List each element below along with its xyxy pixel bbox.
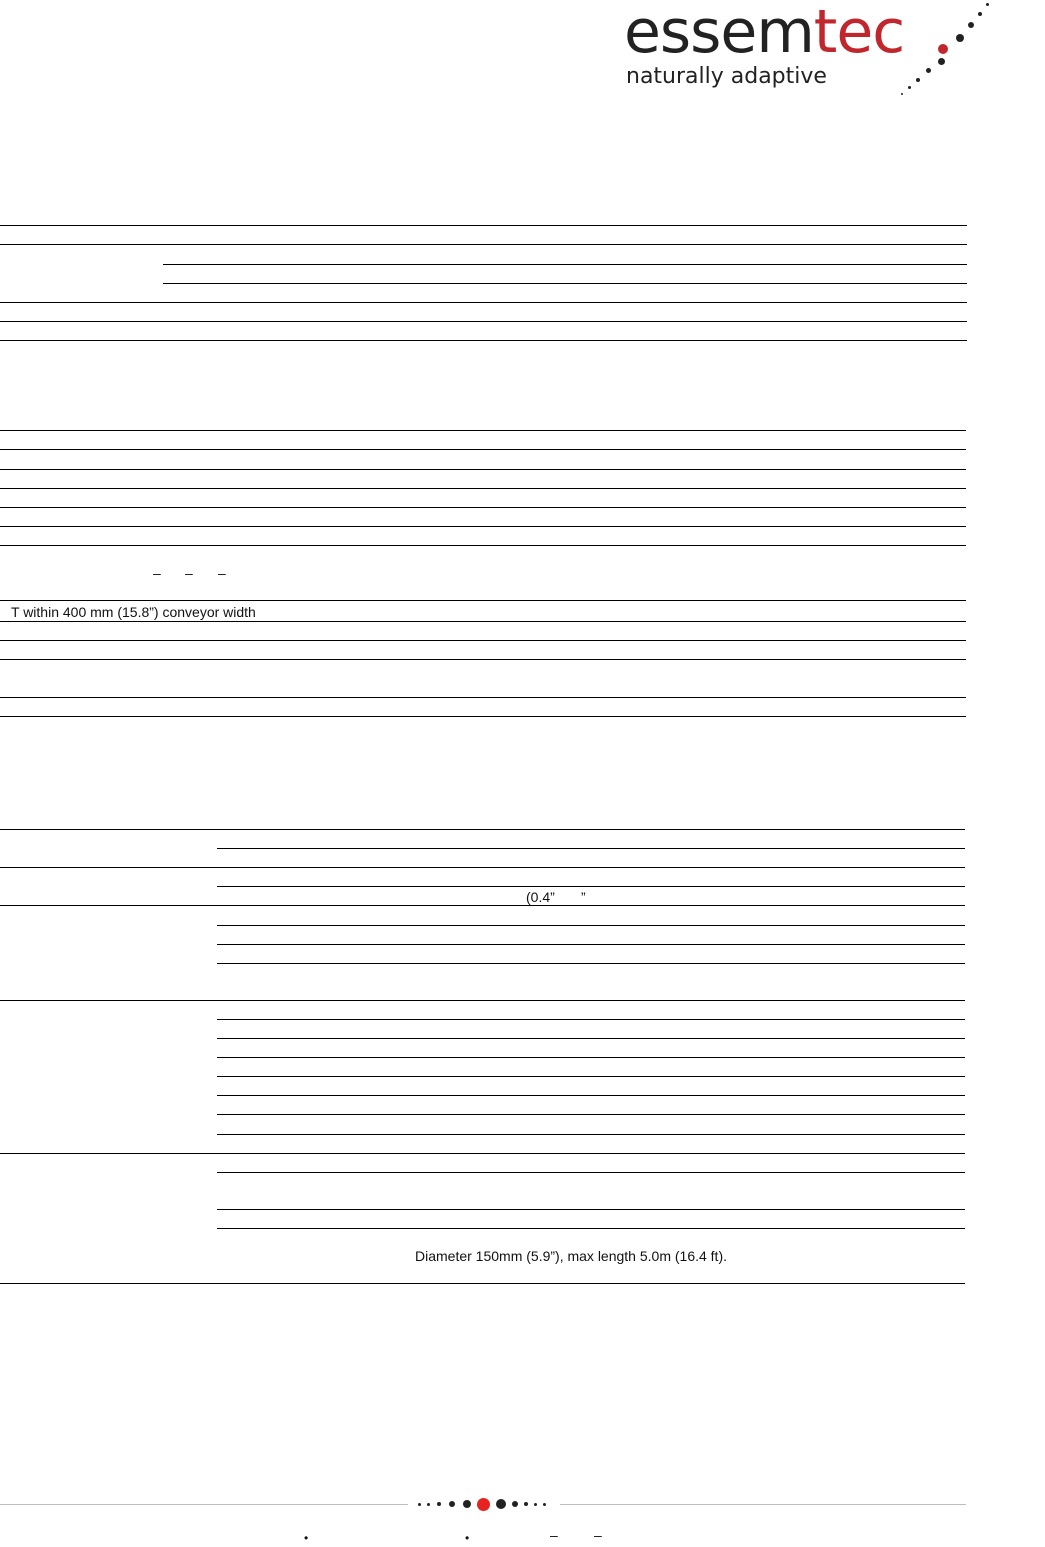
table-rule — [0, 1153, 965, 1154]
table-rule — [0, 507, 966, 508]
logo-dot — [956, 34, 964, 42]
table-rule — [0, 905, 965, 906]
table-rule — [0, 1283, 965, 1284]
footer-dot — [524, 1502, 528, 1506]
footer-rule-left — [0, 1504, 408, 1505]
footer-rule-right — [560, 1504, 966, 1505]
table-rule — [0, 526, 966, 527]
table-rule — [163, 264, 967, 265]
table-rule — [217, 944, 965, 945]
hose-spec-text: Diameter 150mm (5.9”), max length 5.0m (16.4 ft). — [415, 1248, 727, 1264]
table-rule — [0, 469, 966, 470]
footer-dot — [427, 1503, 430, 1506]
footer-dot — [512, 1501, 518, 1507]
table-rule — [0, 488, 966, 489]
logo-dot — [901, 93, 903, 95]
logo-dot — [908, 86, 911, 89]
footer-dot — [496, 1499, 506, 1509]
table-rule — [217, 1134, 965, 1135]
table-rule — [217, 1038, 965, 1039]
table-rule — [0, 621, 966, 622]
footer-dash: – — [550, 1527, 558, 1543]
table-rule — [0, 225, 967, 226]
table-rule — [217, 1209, 965, 1210]
footer-bullet: • — [304, 1531, 309, 1545]
table-rule — [163, 283, 967, 284]
table-rule — [217, 1095, 965, 1096]
conveyor-width-text: T within 400 mm (15.8”) conveyor width — [11, 604, 256, 620]
table-rule — [0, 829, 965, 830]
footer-dot-red — [477, 1498, 490, 1511]
table-rule — [0, 1000, 965, 1001]
footer-dot — [449, 1501, 455, 1507]
logo-dot — [916, 78, 920, 82]
dash-mark: – — [218, 565, 226, 581]
footer-dot — [543, 1503, 546, 1506]
dash-mark: – — [153, 565, 161, 581]
footer-bullet: • — [465, 1531, 470, 1545]
table-rule — [217, 1076, 965, 1077]
table-rule — [0, 340, 967, 341]
table-rule — [217, 1019, 965, 1020]
inch-mark-text: ” — [581, 889, 586, 905]
logo-dot — [926, 68, 931, 73]
table-rule — [217, 886, 965, 887]
table-rule — [0, 867, 965, 868]
logo-wordmark: essemtec — [624, 0, 905, 67]
table-rule — [0, 321, 967, 322]
table-rule — [217, 925, 965, 926]
table-rule — [0, 449, 966, 450]
table-rule — [0, 244, 967, 245]
logo-tagline: naturally adaptive — [626, 64, 827, 89]
footer-dash: – — [594, 1527, 602, 1543]
table-rule — [217, 963, 965, 964]
table-rule — [0, 302, 967, 303]
table-rule — [0, 697, 966, 698]
table-rule — [0, 659, 966, 660]
logo-dot — [938, 58, 945, 65]
logo-dot — [978, 12, 982, 16]
table-rule — [0, 430, 966, 431]
logo-dot — [986, 3, 989, 6]
table-rule — [0, 600, 966, 601]
logo-dot — [938, 44, 948, 54]
table-rule — [0, 716, 966, 717]
table-rule — [217, 1114, 965, 1115]
table-rule — [0, 640, 966, 641]
table-rule — [217, 1228, 965, 1229]
table-rule — [217, 1057, 965, 1058]
logo-dot — [968, 22, 974, 28]
table-rule — [0, 545, 966, 546]
footer-dot — [534, 1503, 537, 1506]
inch-fragment-text: (0.4” — [526, 889, 555, 905]
table-rule — [217, 848, 965, 849]
dash-mark: – — [185, 565, 193, 581]
footer-dot — [437, 1502, 441, 1506]
essemtec-logo — [620, 0, 1030, 100]
table-rule — [217, 1172, 965, 1173]
footer-dot — [463, 1500, 471, 1508]
footer-dot — [418, 1503, 421, 1506]
